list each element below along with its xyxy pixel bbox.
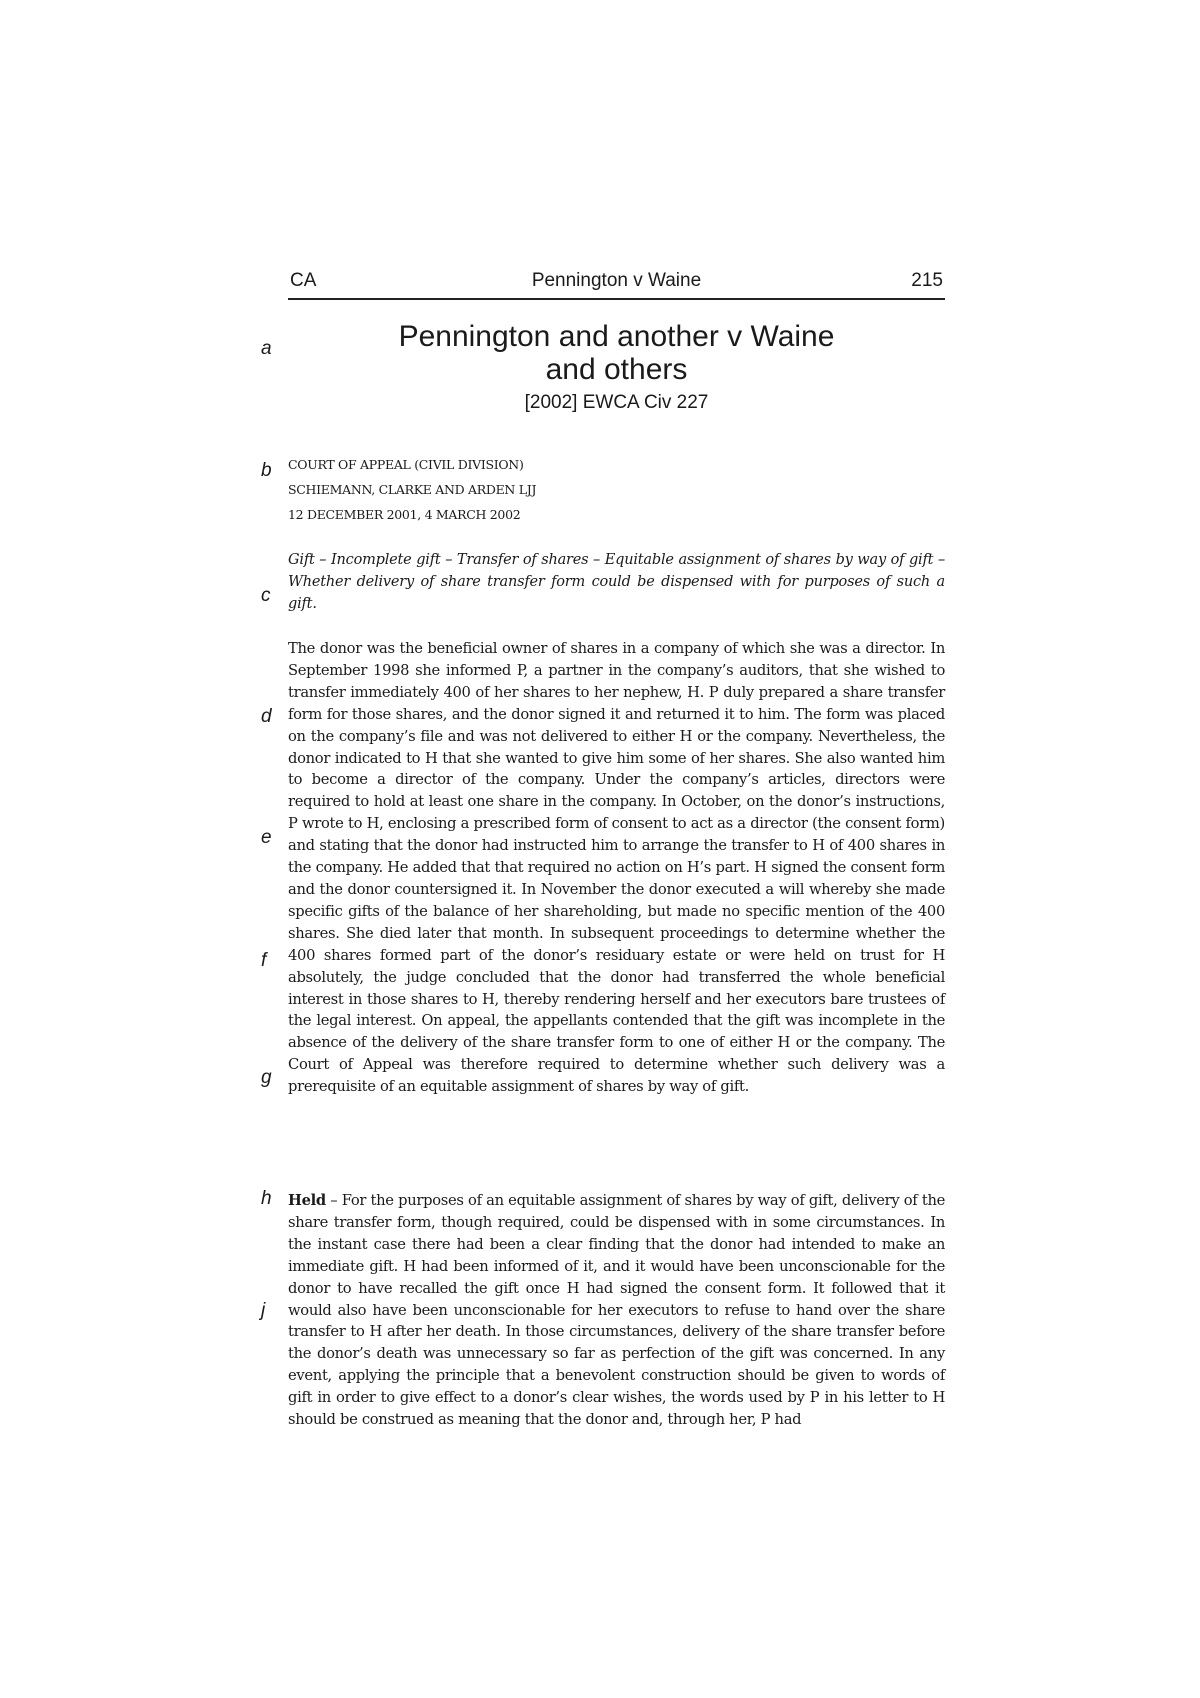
page-number: 215 (911, 270, 943, 291)
margin-letter-c: c (261, 585, 271, 606)
catchwords: Gift – Incomplete gift – Transfer of shares – Equitable assignment of shares by way of gift – Whether delivery of share transfer form could be dispensed with for purposes of such a gift. (288, 552, 945, 612)
case-title-line-2: and others (545, 353, 688, 386)
held-label: Held (288, 1192, 326, 1209)
margin-letter-a: a (261, 338, 272, 359)
held-paragraph (288, 1190, 945, 1431)
margin-letter-j: j (261, 1300, 266, 1321)
margin-letter-b: b (261, 460, 272, 481)
running-head-court: CA (290, 270, 317, 291)
margin-letter-f: f (261, 950, 267, 971)
running-head (288, 268, 945, 300)
margin-letter-e: e (261, 827, 272, 848)
case-title-line-1: Pennington and another v Waine (398, 320, 835, 353)
held-text: – For the purposes of an equitable assignment of shares by way of gift, delivery of the share transfer form, though required, could be dispensed with in some circumstances. In the instant case there had been a clear finding that the donor had intended to make an immediate gift. H had been informed of it, and it would have been unconscionable for the donor to have recalled the gift once H had signed the consent form. It followed that it would also have been unconscionable for her executors to refuse to hand over the share transfer to H after her death. In those circumstances, delivery of the share transfer before the donor’s death was unnecessary so far as perfection of the gift was concerned. In any event, applying the principle that a benevolent construction should be given to words of gift in order to give effect to a donor’s clear wishes, the words used by P in his letter to H should be construed as meaning that the donor and, through her, P had (288, 1192, 945, 1429)
case-title (288, 320, 945, 386)
court-info (288, 452, 945, 527)
margin-letter-d: d (261, 706, 272, 727)
judges: SCHIEMANN, CLARKE AND ARDEN LJJ (288, 482, 537, 497)
hearing-dates: 12 DECEMBER 2001, 4 MARCH 2002 (288, 507, 521, 522)
running-head-case-name: Pennington v Waine (531, 270, 702, 291)
margin-letter-g: g (261, 1067, 272, 1088)
neutral-citation: [2002] EWCA Civ 227 (524, 392, 709, 413)
headnote-facts: The donor was the beneficial owner of shares in a company of which she was a director. In September 1998 she informed P, a partner in the company’s auditors, that she wished to transfer immediately 400 of her shares to her nephew, H. P duly prepared a share transfer form for those shares, and the donor signed it and returned it to him. The form was placed on the company’s file and was not delivered to either H or the company. Nevertheless, the donor indicated to H that she wanted to give him some of her shares. She also wanted him to become a director of the company. Under the company’s articles, directors were required to hold at least one share in the company. In October, on the donor’s instructions, P wrote to H, enclosing a prescribed form of consent to act as a director (the consent form) and stating that the donor had instructed him to arrange the transfer to H of 400 shares in the company. He added that that required no action on H’s part. H signed the consent form and the donor countersigned it. In November the donor executed a will whereby she made specific gifts of the balance of her shareholding, but made no specific mention of the 400 shares. She died later that month. In subsequent proceedings to determine whether the 400 shares formed part of the donor’s residuary estate or were held on trust for H absolutely, the judge concluded that the donor had transferred the whole beneficial interest in those shares to H, thereby rendering herself and her executors bare trustees of the legal interest. On appeal, the appellants contended that the gift was incomplete in the absence of the delivery of the share transfer form to one of either H or the company. The Court of Appeal was therefore required to determine whether such delivery was a prerequisite of an equitable assignment of shares by way of gift. (288, 640, 945, 1096)
margin-letter-h: h (261, 1188, 272, 1209)
court-name: COURT OF APPEAL (CIVIL DIVISION) (288, 457, 524, 472)
